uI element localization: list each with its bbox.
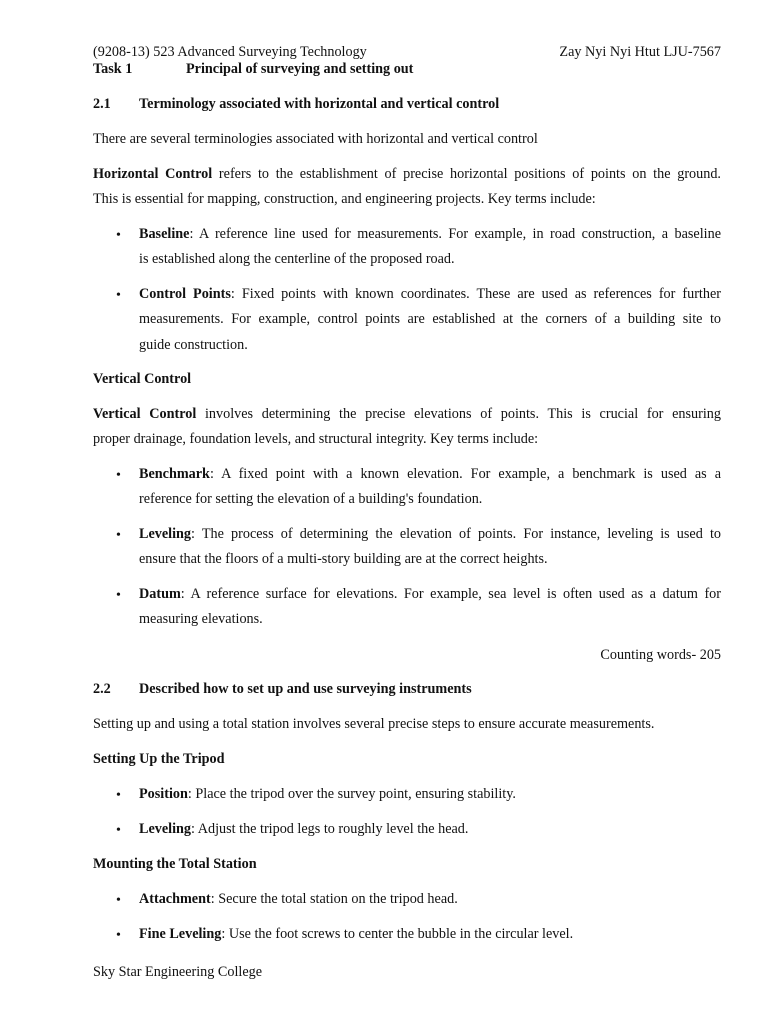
attachment-text: : Secure the total station on the tripod head. xyxy=(210,891,458,907)
list-item-fine-leveling xyxy=(139,925,573,943)
section-2-2-title: Described how to set up and use surveying instruments xyxy=(139,681,472,697)
vertical-control-term: Vertical Control xyxy=(93,406,197,422)
control-points-text-1: : Fixed points with known coordinates. These are used as references for further xyxy=(230,286,721,302)
word-count: Counting words- 205 xyxy=(600,647,721,663)
list-item-position xyxy=(139,785,516,803)
list-item-datum-line-2: measuring elevations. xyxy=(139,611,263,627)
benchmark-text-1: : A fixed point with a known elevation. For example, a benchmark is used as a xyxy=(209,466,721,482)
bullet-icon xyxy=(116,787,124,804)
list-item-leveling-line-1 xyxy=(139,525,721,543)
datum-term: Datum xyxy=(139,586,181,602)
datum-text-1: : A reference surface for elevations. For example, sea level is often used as a datum for xyxy=(180,586,721,602)
mount-heading: Mounting the Total Station xyxy=(93,856,257,872)
vertical-control-line-1 xyxy=(93,405,721,423)
list-item-control-points-line-3: guide construction. xyxy=(139,337,248,353)
footer-college: Sky Star Engineering College xyxy=(93,964,263,980)
benchmark-term: Benchmark xyxy=(139,466,210,482)
list-item-attachment xyxy=(139,890,458,908)
list-item-datum-line-1 xyxy=(139,585,721,603)
bullet-icon xyxy=(116,227,124,244)
list-item-baseline-line-2: is established along the centerline of the proposed road. xyxy=(139,251,455,267)
section-2-2-number: 2.2 xyxy=(93,681,111,697)
bullet-icon xyxy=(116,892,124,909)
list-item-benchmark-line-2: reference for setting the elevation of a building's foundation. xyxy=(139,491,483,507)
task-label: Task 1 xyxy=(93,61,133,77)
list-item-tripod-leveling xyxy=(139,820,468,838)
list-item-leveling-line-2: ensure that the floors of a multi-story building are at the correct heights. xyxy=(139,551,548,567)
vertical-control-text-1: involves determining the precise elevations of points. This is crucial for ensuring xyxy=(196,406,721,422)
baseline-term: Baseline xyxy=(139,226,190,242)
list-item-control-points-line-2: measurements. For example, control points are established at the corners of a building site to xyxy=(139,311,721,327)
header-course: (9208-13) 523 Advanced Surveying Technology xyxy=(93,44,367,60)
horizontal-control-line-1 xyxy=(93,165,721,183)
attachment-term: Attachment xyxy=(139,891,211,907)
horizontal-control-term: Horizontal Control xyxy=(93,166,213,182)
list-item-benchmark-line-1 xyxy=(139,465,721,483)
fine-leveling-term: Fine Leveling xyxy=(139,926,222,942)
bullet-icon xyxy=(116,927,124,944)
bullet-icon xyxy=(116,287,124,304)
horizontal-control-line-2: This is essential for mapping, construction, and engineering projects. Key terms include: xyxy=(93,191,596,207)
leveling-term: Leveling xyxy=(139,526,192,542)
section-2-1-title: Terminology associated with horizontal and vertical control xyxy=(139,96,500,112)
list-item-baseline-line-1 xyxy=(139,225,721,243)
list-item-control-points-line-1 xyxy=(139,285,721,303)
tripod-leveling-term: Leveling xyxy=(139,821,192,837)
horizontal-control-text-1: refers to the establishment of precise horizontal positions of points on the ground. xyxy=(212,166,721,182)
leveling-text-1: : The process of determining the elevation of points. For instance, leveling is used to xyxy=(191,526,721,542)
section-2-1-number: 2.1 xyxy=(93,96,111,112)
tripod-heading: Setting Up the Tripod xyxy=(93,751,225,767)
tripod-leveling-text: : Adjust the tripod legs to roughly level the head. xyxy=(191,821,469,837)
position-text: : Place the tripod over the survey point, ensuring stability. xyxy=(187,786,516,802)
bullet-icon xyxy=(116,587,124,604)
task-title: Principal of surveying and setting out xyxy=(186,61,414,77)
fine-leveling-text: : Use the foot screws to center the bubble in the circular level. xyxy=(221,926,574,942)
section-2-1-intro: There are several terminologies associated with horizontal and vertical control xyxy=(93,131,538,147)
bullet-icon xyxy=(116,467,124,484)
bullet-icon xyxy=(116,822,124,839)
bullet-icon xyxy=(116,527,124,544)
vertical-control-line-2: proper drainage, foundation levels, and structural integrity. Key terms include: xyxy=(93,431,539,447)
vertical-control-heading: Vertical Control xyxy=(93,371,192,387)
header-author: Zay Nyi Nyi Htut LJU-7567 xyxy=(559,44,721,60)
baseline-text-1: : A reference line used for measurements. For example, in road construction, a baseline xyxy=(189,226,721,242)
control-points-term: Control Points xyxy=(139,286,231,302)
position-term: Position xyxy=(139,786,188,802)
section-2-2-intro: Setting up and using a total station involves several precise steps to ensure accurate measurements. xyxy=(93,716,655,732)
